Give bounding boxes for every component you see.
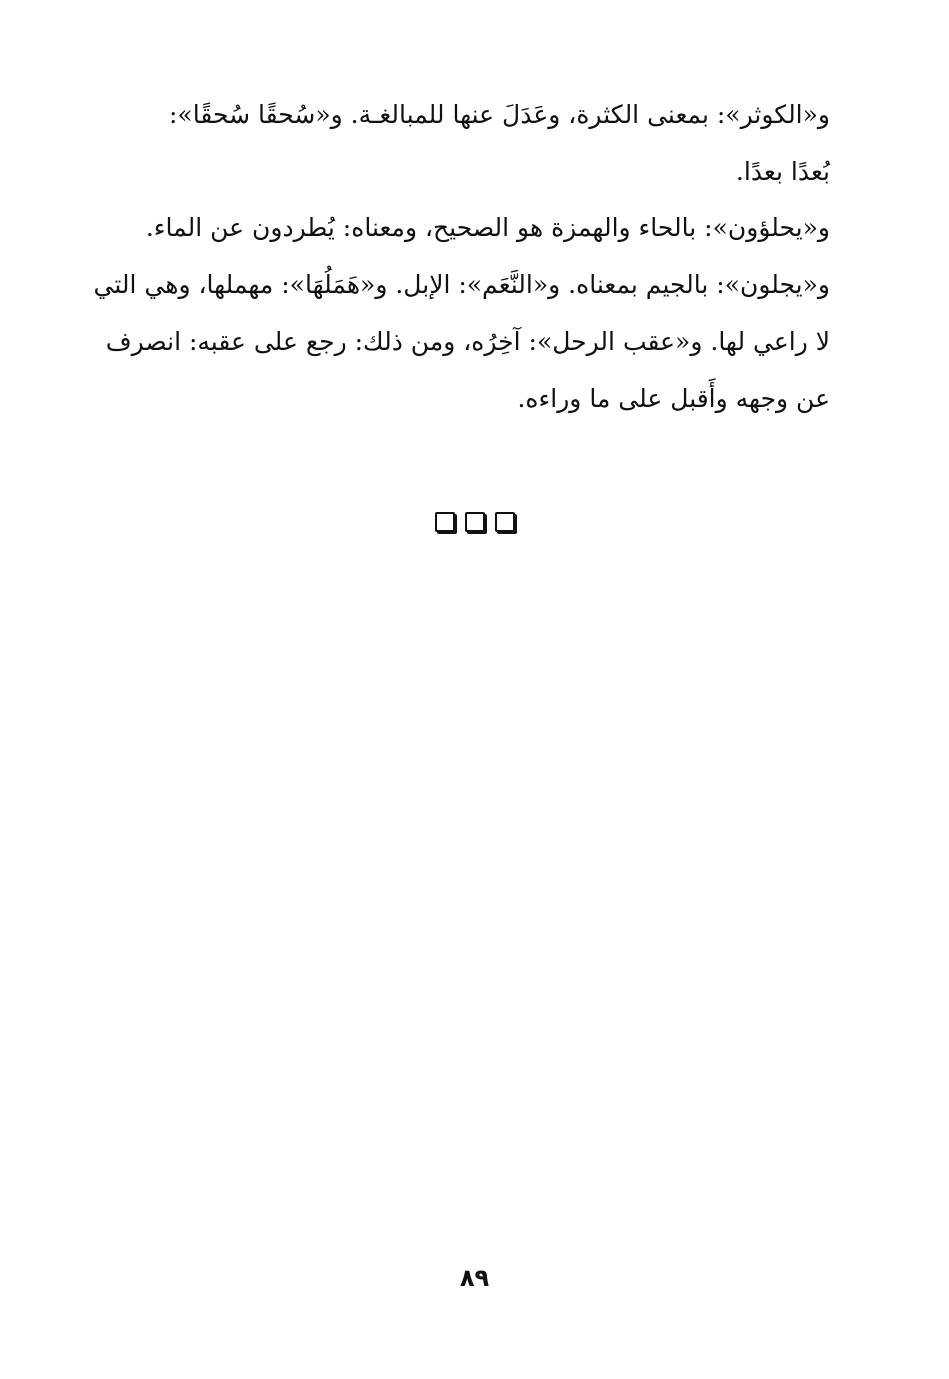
square-ornament-icon <box>435 512 455 532</box>
text-line: و«يجلون»: بالجيم بمعناه. و«النَّعَم»: الإبل. و«هَمَلُهَا»: مهملها، وهي التي <box>93 270 830 299</box>
paragraph-yuhlaun <box>93 199 830 427</box>
page-number: ٨٩ <box>459 1264 490 1292</box>
square-ornament-icon <box>495 512 515 532</box>
paragraph-kawthar <box>115 86 830 200</box>
text-line: و«يحلؤون»: بالحاء والهمزة هو الصحيح، ومعناه: يُطردون عن الماء. <box>145 213 830 242</box>
section-separator <box>0 512 949 532</box>
text-line: بُعدًا بعدًا. <box>735 157 830 186</box>
text-line: و«الكوثر»: بمعنى الكثرة، وعَدَلَ عنها للمبالغـة. و«سُحقًا سُحقًا»: <box>169 100 830 129</box>
text-line: لا راعي لها. و«عقب الرحل»: آخِرُه، ومن ذلك: رجع على عقبه: انصرف <box>105 327 830 356</box>
text-line: عن وجهه وأَقبل على ما وراءه. <box>517 384 830 413</box>
square-ornament-icon <box>465 512 485 532</box>
